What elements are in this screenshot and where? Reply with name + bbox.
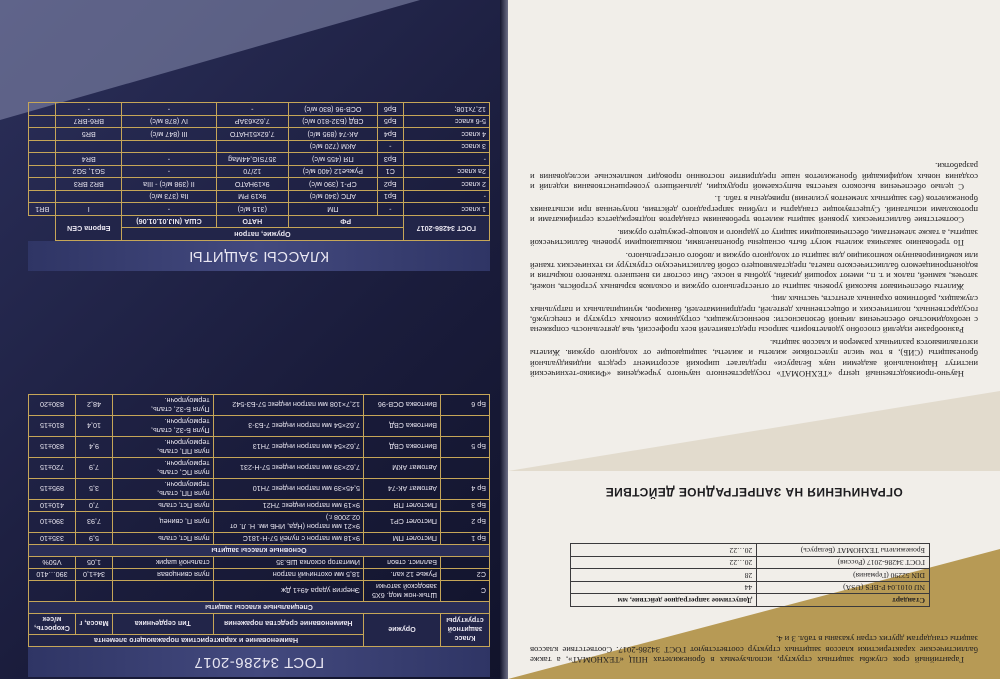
table-row: [29, 479, 490, 500]
table-cell: Бр 3: [441, 500, 490, 512]
table-cell: Бр 5: [441, 437, 490, 458]
table-cell: BR6-BR7: [56, 116, 122, 129]
table-cell: 7,93: [76, 512, 113, 533]
header-usa: США (NIJ.01.01.06): [122, 216, 217, 229]
protection-class-table: [28, 394, 490, 647]
table-cell: 9×18 мм патрон с пулей 57-Н-181С: [213, 533, 363, 545]
table-cell: [122, 141, 217, 154]
table-cell: Винтовка ОСВ-96: [364, 395, 441, 416]
table-cell: 5-6 класс: [403, 116, 489, 129]
table-cell: Пуля Б-32, сталь, термоупрочн.: [113, 395, 214, 416]
intro-text: [530, 159, 978, 379]
table-cell: Энергия удара 49±1 Дж: [213, 581, 363, 602]
table-row: [29, 512, 490, 533]
limits-heading: ОГРАНИЧЕНИЯ НА ЗАПРЕГРАДНОЕ ДЕЙСТВИЕ: [605, 485, 903, 499]
intro-paragraph: По требованию заказчика жилеты могут быть оснащены бронепанелями, повышающими уровень баллистической защиты, а также элементами, обеспечивающими защиту от ударного и колюще-режущего оружия.: [530, 227, 978, 249]
table-cell: III (847 м/с): [122, 128, 217, 141]
header-allowed: Допустимое запреградное действие, мм: [571, 594, 757, 607]
table-cell: 3 класс: [403, 141, 489, 154]
classes-table: [28, 103, 490, 242]
table-row: [29, 116, 490, 129]
table-cell: SG1, SG2: [56, 166, 122, 179]
table-row: [29, 178, 490, 191]
intro-paragraph: Соответствие баллистических уровней защиты жилетов требованиям стандартов подтверждается сертификатами и протоколами испытаний. Существующие стандарты и глубина запреградного действия, полученная при испытаниях бронежилетов (без защитных элементов усиления) приведены в табл. 1.: [530, 194, 978, 226]
table-cell: пуля ПП, сталь, термоупрочн.: [113, 437, 214, 458]
table-row: [29, 128, 490, 141]
right-page: [508, 0, 1000, 679]
table-cell: 810±15: [29, 416, 76, 437]
table-cell: Штык-нож мод. 6Х5 заводской заточки: [364, 581, 441, 602]
table-cell: Винтовка СВД: [364, 416, 441, 437]
header-means: Наименование средства поражения: [213, 614, 363, 635]
table-cell: 1,05: [76, 557, 113, 569]
table-cell: ОСВ-96 (830 м/с): [288, 103, 377, 116]
table-cell: 390±10: [29, 512, 76, 533]
table-row: [29, 581, 490, 602]
table-cell: Имитатор осколка ШБ.35: [213, 557, 363, 569]
protection-table-title: ГОСТ 34286-2017: [28, 647, 490, 677]
header-gost: ГОСТ 34286-2017: [403, 216, 489, 241]
header-core: Тип сердечника: [113, 614, 214, 635]
table-cell: 34±1,0: [76, 569, 113, 581]
table-cell: -: [56, 103, 122, 116]
special-classes-row: [29, 602, 490, 614]
table-cell: BR2 BR3: [56, 178, 122, 191]
table-cell: [29, 141, 56, 154]
classes-table-title: КЛАССЫ ЗАЩИТЫ: [28, 241, 490, 271]
table-cell: BR4: [56, 153, 122, 166]
table-cell: пуля ПП, сталь, термоупрочн.: [113, 479, 214, 500]
table-cell: 7,0: [76, 500, 113, 512]
table-cell: [216, 141, 288, 154]
table-row: [29, 557, 490, 569]
table-cell: 410±10: [29, 500, 76, 512]
table-cell: Бр 4: [441, 479, 490, 500]
table-cell: [441, 458, 490, 479]
table-cell: 3,5: [76, 479, 113, 500]
table-cell: 18,5 мм охотничий патрон: [213, 569, 363, 581]
table-cell: Бр 2: [441, 512, 490, 533]
table-row: [29, 416, 490, 437]
header-mass: Масса, г: [76, 614, 113, 635]
table-cell: пуля ПС, сталь, термоупрочн.: [113, 458, 214, 479]
table-row: [29, 153, 490, 166]
table-cell: Бр1: [377, 191, 403, 204]
protection-class-block: [28, 394, 490, 677]
table-cell: -: [377, 141, 403, 154]
table-cell: 830±15: [29, 437, 76, 458]
special-classes-row-label: Специальные классы защиты: [29, 602, 490, 614]
main-classes-row-label: Основные классы защиты: [29, 545, 490, 557]
table-cell: 7,62×39 мм патрон индекс 57-Н-231: [213, 458, 363, 479]
right-page-rotated-content: [508, 0, 1000, 679]
table-cell: Пистолет СР1: [364, 512, 441, 533]
intro-paragraph: Жилеты обеспечивают высокий уровень защиты от огнестрельного оружия и осколков взрывных устройств, ножей, заточек, камней, палок и т. п., имеют хороший дизайн, удобны в носке. Они состоят из внешнего тканевого покрытия и водонепроницаемого баллистического пакета, представляющего собой баллистическую структуру из технических тканей или комбинированную композицию для защиты от холодного оружия и любого огнестрельного.: [530, 250, 978, 292]
table-cell: пуля П, свинец: [113, 512, 214, 533]
bottom-paragraph: Гарантийный срок службы защитных структур, используемых в бронежилетах НПЦ «ТЕХНОМАТ», а также баллистические характеристики классов защитных структур соответствуют ГОСТ 34286-2017. Соответствие классов защиты стандартам других стран указаны в табл. 3 и 4.: [530, 634, 978, 665]
bottom-text: [530, 632, 978, 665]
table-cell: IIa (373 м/с): [122, 191, 217, 204]
table-cell: 7,62х51НАТО: [216, 128, 288, 141]
table-cell: Бр 1: [441, 533, 490, 545]
header-speed: Скорость, м/сек: [29, 614, 76, 635]
table-row: [571, 582, 930, 595]
table-cell: С: [441, 581, 490, 602]
table-cell: (315 м/с): [216, 203, 288, 216]
header-standard: Стандарт: [757, 594, 930, 607]
table-cell: II (398 м/с) - IIIa: [122, 178, 217, 191]
table-cell: 9×19 мм патрон индекс 7Н21: [213, 500, 363, 512]
table-cell: 12,7×108 мм патрон индекс 57-БЗ-542: [213, 395, 363, 416]
table-cell: 895±15: [29, 479, 76, 500]
table-cell: Ружье12 (400 м/с): [288, 166, 377, 179]
table-cell: 9х19 РМ: [216, 191, 288, 204]
table-row: [29, 191, 490, 204]
table-row: [29, 437, 490, 458]
table-cell: пуля свинцовая: [113, 569, 214, 581]
table-cell: 7,62×54 мм патрон индекс 7-БЗ-3: [213, 416, 363, 437]
table-cell: [113, 581, 214, 602]
table-row: [571, 544, 930, 557]
table-row: [29, 533, 490, 545]
table-cell: С1: [377, 166, 403, 179]
table-cell: стальной шарик: [113, 557, 214, 569]
table-cell: Ружье 12 кал.: [364, 569, 441, 581]
header-nato: НАТО: [216, 216, 288, 229]
table-cell: BR1: [29, 203, 56, 216]
table-cell: АКМ (720 м/с): [288, 141, 377, 154]
table-cell: 44: [571, 582, 757, 595]
table-row: [571, 569, 930, 582]
table-cell: Автомат АКМ: [364, 458, 441, 479]
header-cen: Европа CEN: [56, 216, 122, 241]
table-cell: [29, 116, 56, 129]
table-cell: Бр4: [377, 128, 403, 141]
header-class: Класс защитной структуры: [441, 614, 490, 647]
table-cell: Бр6: [377, 103, 403, 116]
table-cell: Пистолет ПЯ: [364, 500, 441, 512]
table-cell: V50%: [29, 557, 76, 569]
table-cell: 7,62х63АР: [216, 116, 288, 129]
table-cell: 20…22: [571, 544, 757, 557]
table-cell: 4 класс: [403, 128, 489, 141]
table-cell: BR5: [56, 128, 122, 141]
table-cell: 9х19НАТО: [216, 178, 288, 191]
table-cell: [56, 191, 122, 204]
standards-block: [570, 544, 930, 608]
decorative-band: [508, 391, 1000, 471]
table-cell: Бр2: [377, 178, 403, 191]
table-cell: 48,2: [76, 395, 113, 416]
table-cell: 9,4: [76, 437, 113, 458]
header-weapon: Оружие: [364, 614, 441, 647]
table-cell: 830±20: [29, 395, 76, 416]
main-classes-row: [29, 545, 490, 557]
table-cell: 1 класс: [403, 203, 489, 216]
table-cell: СР-1 (390 м/с): [288, 178, 377, 191]
table-cell: Бр5: [377, 116, 403, 129]
table-cell: пуля Пст, сталь: [113, 500, 214, 512]
table-cell: 20…22: [571, 557, 757, 570]
table-cell: [29, 153, 56, 166]
table-cell: -: [122, 203, 217, 216]
table-cell: 12,7х108;: [403, 103, 489, 116]
table-row: [29, 141, 490, 154]
table-cell: [29, 103, 56, 116]
classes-block: [28, 103, 490, 272]
table-row: [29, 103, 490, 116]
table-cell: I: [56, 203, 122, 216]
table-cell: Баллист. ствол: [364, 557, 441, 569]
table-cell: DIN 52290 (Германия): [757, 569, 930, 582]
table-cell: ГОСТ 34286-2017 (Россия): [757, 557, 930, 570]
table-cell: 2 класс: [403, 178, 489, 191]
table-cell: ПЯ (455 м/с): [288, 153, 377, 166]
table-cell: 28: [571, 569, 757, 582]
table-cell: Автомат АК-74: [364, 479, 441, 500]
table-cell: 12/70: [216, 166, 288, 179]
table-cell: -: [403, 153, 489, 166]
table-cell: [29, 178, 56, 191]
table-cell: 7,9: [76, 458, 113, 479]
table-cell: 5,45×39 мм патрон индекс 7Н10: [213, 479, 363, 500]
table-cell: ПМ: [288, 203, 377, 216]
table-cell: 10,4: [76, 416, 113, 437]
table-cell: [29, 581, 76, 602]
table-cell: пуля Пст, сталь: [113, 533, 214, 545]
table-row: [29, 500, 490, 512]
header-group: Наименование и характеристика поражающего элемента: [29, 635, 364, 647]
table-cell: 7,62×54 мм патрон индекс 7Н13: [213, 437, 363, 458]
table-row: [29, 166, 490, 179]
table-cell: Бр3: [377, 153, 403, 166]
table-cell: 335±10: [29, 533, 76, 545]
table-cell: [29, 128, 56, 141]
table-cell: [76, 581, 113, 602]
table-cell: 357SIG,44Mag: [216, 153, 288, 166]
table-cell: -: [403, 191, 489, 204]
table-cell: [441, 557, 490, 569]
table-cell: Бр 6: [441, 395, 490, 416]
intro-paragraph: Научно-производственный центр «ТЕХНОМАТ» государственного научного учреждения «Физико-технический институт Национальной академии наук Беларуси» предлагает широкий ассортимент средств индивидуальной бронезащиты (СИБ), в том числе пулестойкие жилеты и жилеты, защищающие от холодного оружия. Жилеты изготавливаются различных размеров и классов защиты.: [530, 337, 978, 379]
table-cell: Бронежилеты ТЕХНОМАТ (Беларусь): [757, 544, 930, 557]
table-cell: -: [122, 103, 217, 116]
table-cell: Винтовка СВД: [364, 437, 441, 458]
table-cell: [29, 166, 56, 179]
table-cell: 9×21 мм патрон (Нда, ИНБ им. Н. Л. от 02.2008 г.): [213, 512, 363, 533]
table-row: [29, 203, 490, 216]
table-row: [29, 458, 490, 479]
table-cell: С2: [441, 569, 490, 581]
table-cell: Пистолет ПМ: [364, 533, 441, 545]
table-cell: СВД (БЗ2-810 м/с): [288, 116, 377, 129]
header-rf: РФ: [288, 216, 403, 229]
table-cell: 720±15: [29, 458, 76, 479]
table-cell: [441, 416, 490, 437]
table-cell: -: [122, 153, 217, 166]
table-cell: -: [122, 166, 217, 179]
table-cell: Пуля Б-32, сталь, термоупрочн.: [113, 416, 214, 437]
table-cell: 2а класс: [403, 166, 489, 179]
table-row: [29, 569, 490, 581]
table-cell: NIJ 0101.04 P-BFS (USA): [757, 582, 930, 595]
intro-paragraph: Разнообразие изделий способно удовлетворить запросы представителей всех профессий, чья деятельность сопряжена с необходимостью обеспечения личной безопасности: военнослужащих, сотрудников силовых структур и спецслужб, государственных, политических и общественных деятелей, предпринимателей, банкиров, муниципальных и патрульных служащих, работников охранных агентств, частных лиц.: [530, 294, 978, 336]
table-cell: 5,9: [76, 533, 113, 545]
table-row: [571, 557, 930, 570]
table-cell: АПС (340 м/с): [288, 191, 377, 204]
standards-table: [570, 544, 930, 608]
table-cell: [56, 141, 122, 154]
intro-paragraph: С целью обеспечения высокого качества выпускаемой продукции, дальнейшего усовершенствования изделий и создания новых модификаций бронежилетов наше предприятие постоянно проводит комплексные исследования и разработки.: [530, 161, 978, 193]
table-cell: IV (878 м/с): [122, 116, 217, 129]
table-cell: [29, 191, 56, 204]
table-cell: -: [377, 203, 403, 216]
table-cell: АК-74 (895 м/с): [288, 128, 377, 141]
table-cell: -: [216, 103, 288, 116]
table-row: [29, 395, 490, 416]
table-cell: 390…410: [29, 569, 76, 581]
header-weapon-cartridge: Оружие, патрон: [122, 228, 403, 241]
